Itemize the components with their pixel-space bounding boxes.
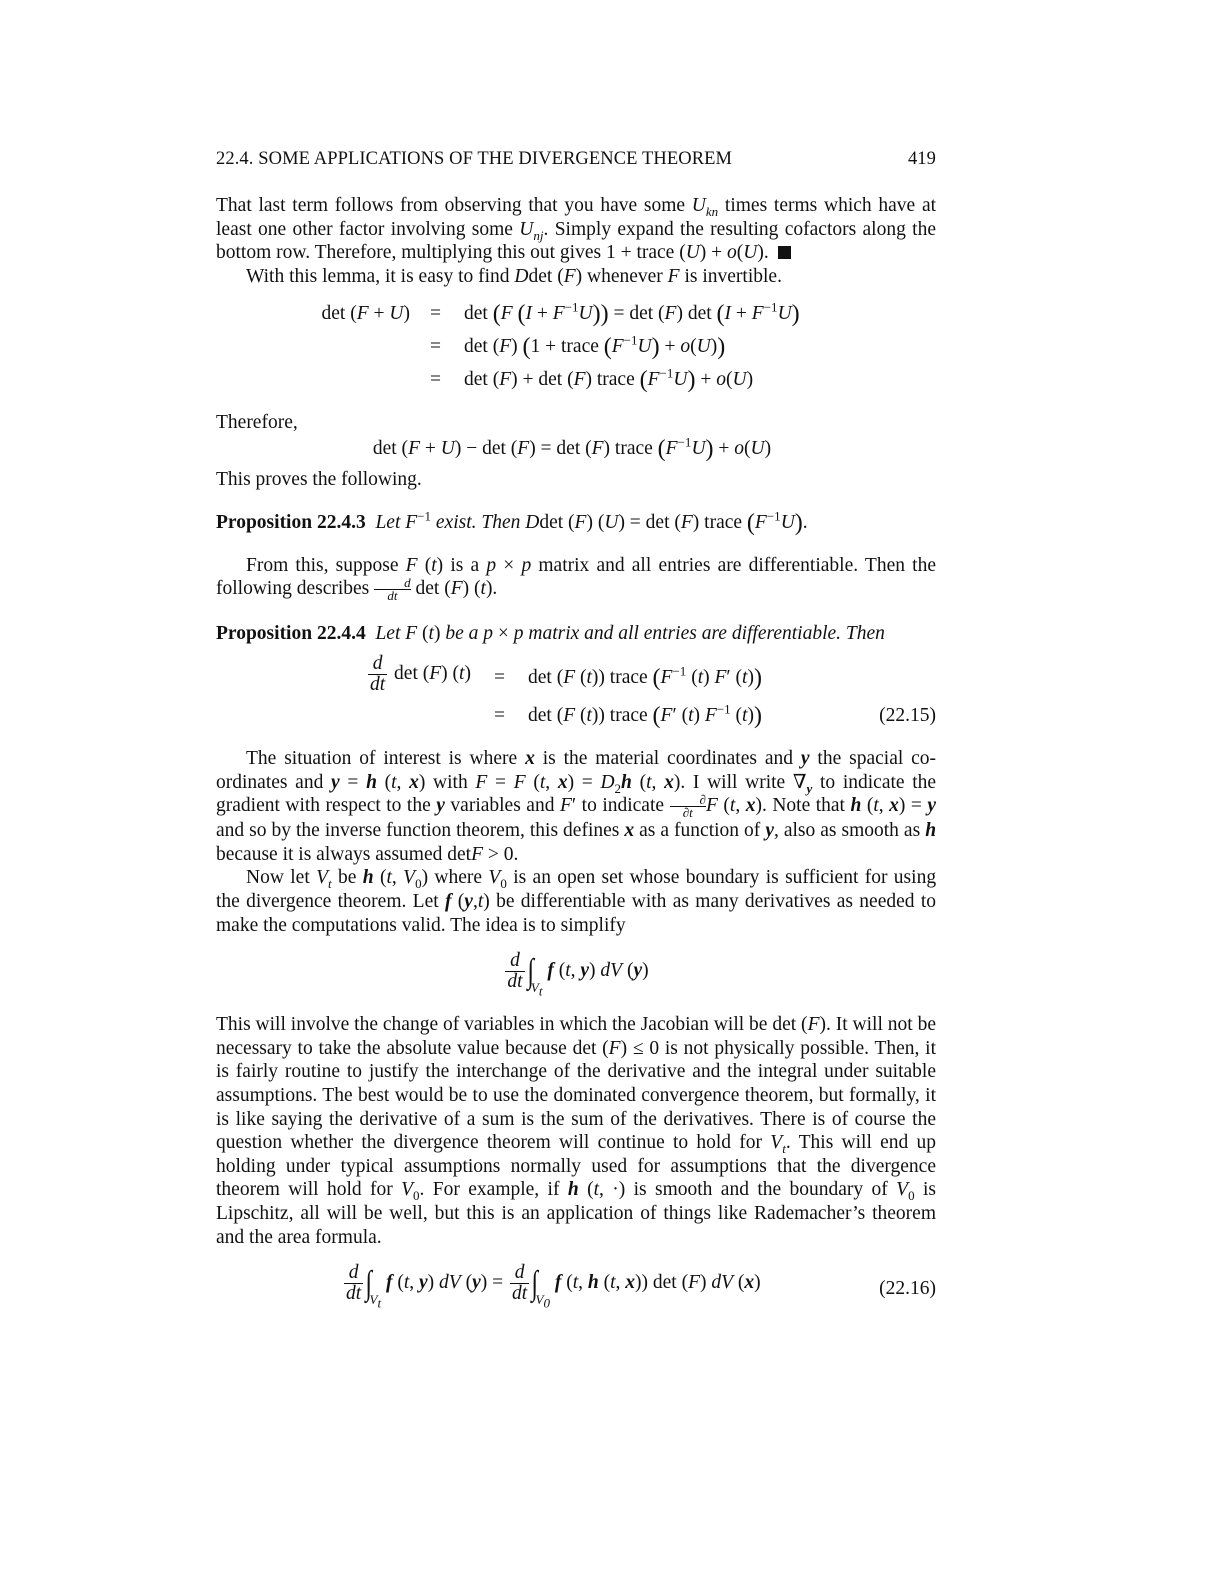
equation-det-difference: det (F + U) − det (F) = det (F) trace $(F^{-1}U) + o(U)$ (372, 434, 772, 462)
paragraph-2: With this lemma, it is easy to find Ddet (F) whenever F is invertible. (246, 265, 782, 287)
proposition-22-4-4: Proposition 22.4.4 Let F (t) be a p × p matrix and all entries are differentiable. Then (216, 623, 885, 645)
equation-number-22-15: (22.15) (879, 704, 936, 726)
page-content (216, 146, 936, 1315)
proposition-22-4-3: Proposition 22.4.3 Let $F^{-1}$ exist. Then Ddet (F) (U) = det (F) trace $(F^{-1}U)$. (216, 508, 808, 537)
equation-number-22-16: (22.16) (879, 1278, 936, 1300)
equation-array-det: det (F + U) = det (F $(I + F^{-1}U)) = \det (F)$ $\det (I + F^{-1}U)$ = det (F) (1 + trace $(F^{-1}U) + o(U)$) = det (F) + det (F) trace $(F^{-1}U) + o(U)$ (321, 299, 800, 394)
therefore-text: Therefore, (216, 412, 298, 434)
qed-symbol (778, 246, 791, 259)
section-title: 22.4. SOME APPLICATIONS OF THE DIVERGENCE THEOREM (216, 149, 733, 169)
paragraph-5: Now let $V_t$ be h (t, $V_0$) where $V_0$ is an open set whose boundary is sufficient for using the divergence theorem. Let f (y,t) be differentiable with as many derivatives as needed to make the computations valid. The idea is to simplify (216, 867, 937, 936)
equation-22-16: $\frac{d}{dt}$ $\int_{V_t}$ f (t, y) dV (y) = $\frac{d}{dt}$ $\int_{V_0}$ f (t, h (t, x)) det (F) dV (x) (22.16) (346, 1262, 936, 1311)
running-header (216, 146, 936, 174)
equation-integral: $\frac{d}{dt}$ $\int_{V_t}$ f (t, y) dV (y) (507, 950, 649, 999)
proves-text: This proves the following. (216, 468, 422, 490)
page-number: 419 (907, 149, 936, 169)
paragraph-6: This will involve the change of variables in which the Jacobian will be det (F). It will not be necessary to take the absolute value because det (F) ≤ 0 is not physically possible. Then, it is fairly routine to justify the interchange of the derivative and the integral under suitable assumptions. The best would be to use the dominated convergence theorem, but formally, it is like saying the derivative of a sum is the sum of the derivatives. There is of course the question whether the divergence theorem will continue to hold for $V_t$. This will end up holding under typical assumptions normally used for assumptions that the divergence theorem will hold for $V_0$. For example, if h (t, ·) is smooth and the boundary of $V_0$ is Lipschitz, all will be well, but this is an application of things like Rademacher’s theorem and the area formula. (216, 1014, 937, 1248)
equation-array-derivative: $\frac{d}{dt}$ det (F) (t) = det (F (t)) trace ($F^{-1}$ (t) F′ (t)) = det (F (t)) trace (F′ (t) $F^{-1}$ (t)) (22.15) (370, 652, 936, 729)
paragraph-4: The situation of interest is where x is the material coordinates and y the spacial co-ordinates and y = h (t, x) with F = F (t, $x) = D_2h$ (t, x). I will write $\nabla_y$ to indicate the gradient with respect to the y variables and F′ to indicate ∂ ∂t F (t, x). Note that h (t, x) = y and so by the inverse function theorem, this defines x as a function of y, also as smooth as h because it is always assumed detF > 0. (216, 747, 937, 865)
paragraph-1: That last term follows from observing that you have some $U_{kn}$ times terms which have at least one other factor involving some $U_{nj}$. Simply expand the resulting cofactors along the bottom row. Therefore, multiplying this out gives 1 + trace (U) + o(U). (216, 195, 937, 264)
paragraph-3: From this, suppose F (t) is a p × p matrix and all entries are differentiable. Then the following describes $\frac{d}{dt}$ det (F) (t). (216, 554, 936, 604)
